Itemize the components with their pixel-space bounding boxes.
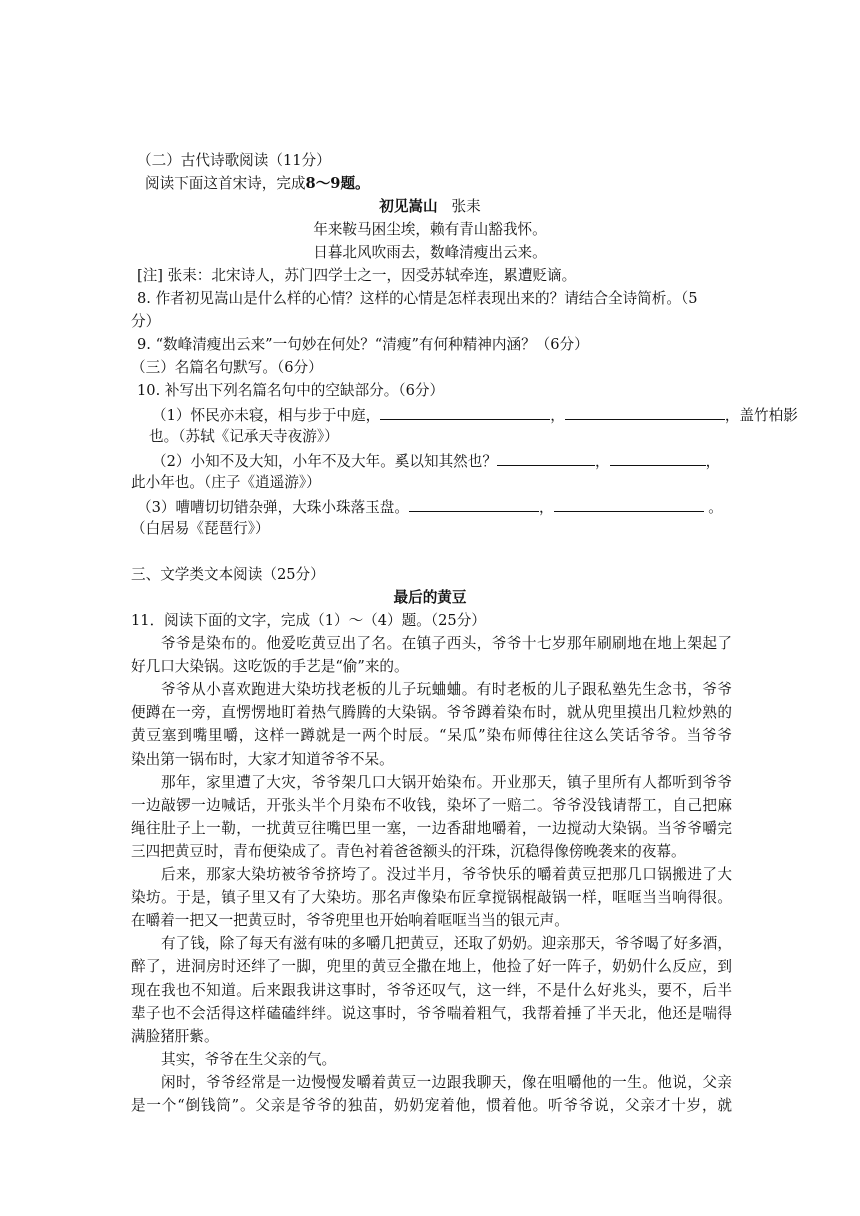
item-1-sep: ， xyxy=(550,407,565,424)
dictation-item-2 xyxy=(152,449,720,473)
story-line: 绳往肚子上一勒，一扰黄豆往嘴巴里一塞，一边香甜地嚼着，一边搅动大染锅。当爷爷嚼完 xyxy=(131,819,732,837)
answer-blank-1a[interactable] xyxy=(380,403,550,420)
story-line: 一边敲锣一边喊话，开张头半个月染布不收钱，染坏了一赔二。爷爷没钱请帮工，自己把麻 xyxy=(131,796,732,814)
story-line: 在嚼着一把又一把黄豆时，爷爷兜里也开始响着哐哐当当的银元声。 xyxy=(131,912,569,930)
dictation-item-3 xyxy=(137,495,723,519)
story-line: 满脸猪肝紫。 xyxy=(131,1027,219,1045)
story-line: 好几口大染锅。这吃饭的手艺是“偷”来的。 xyxy=(131,658,409,676)
story-line: 现在我也不知道。后来跟我讲这事时，爷爷还叹气，这一绊，不是什么好兆头，要不，后半 xyxy=(131,981,732,999)
question-8-line-2: 分） xyxy=(131,313,161,330)
item-3-sep: ， xyxy=(538,499,554,516)
story-line: 黄豆塞到嘴里嚼，这样一蹲就是一两个时辰。“呆瓜”染布师傅往往这么笑话爷爷。当爷爷 xyxy=(131,727,732,745)
poem-note: [注] 张耒：北宋诗人，苏门四学士之一，因受苏轼牵连，累遭贬谪。 xyxy=(137,267,577,284)
story-line: 其实，爷爷在生父亲的气。 xyxy=(161,1050,337,1068)
story-line: 醉了，进洞房时还绊了一脚，兜里的黄豆全撒在地上，他捡了好一阵子，奶奶什么反应，到 xyxy=(131,958,732,976)
story-line: 有了钱，除了每天有滋有味的多嚼几把黄豆，还取了奶奶。迎亲那天，爷爷喝了好多酒， xyxy=(161,935,732,953)
section-heading-dictation: （三）名篇名句默写。（6分） xyxy=(131,359,323,376)
poem-line-1: 年来鞍马困尘埃，赖有青山豁我怀。 xyxy=(313,221,547,238)
poem-line-2: 日暮北风吹雨去，数峰清瘦出云来。 xyxy=(313,244,547,261)
question-11: 11．阅读下面的文字，完成（1）～（4）题。（25分） xyxy=(131,612,486,629)
item-2-sep: ， xyxy=(594,453,610,470)
question-9: 9. “数峰清瘦出云来”一句妙在何处？“清瘦”有何种精神内涵？（6分） xyxy=(137,336,589,353)
instruction-text: 阅读下面这首宋诗，完成 xyxy=(145,175,306,192)
item-3-text: （3）嘈嘈切切错杂弹，大珠小珠落玉盘。 xyxy=(137,499,409,516)
answer-blank-3a[interactable] xyxy=(409,495,539,512)
story-title: 最后的黄豆 xyxy=(393,589,467,606)
story-line: 后来，那家大染坊被爷爷挤垮了。没过半月，爷爷快乐的嚼着黄豆把那几口锅搬进了大 xyxy=(161,866,732,883)
item-1-text: （1）怀民亦未寝，相与步于中庭， xyxy=(152,407,381,424)
dictation-item-2-source: 此小年也。（庄子《逍遥游》） xyxy=(131,474,321,491)
story-line: 辈子也不会活得这样磕磕绊绊。说这事时，爷爷喘着粗气，我帮着捶了半天北，他还是喘得 xyxy=(131,1004,732,1022)
dictation-item-1-source: 也。（苏轼《记承天寺夜游》） xyxy=(149,428,339,445)
answer-blank-2b[interactable] xyxy=(610,449,706,466)
answer-blank-1b[interactable] xyxy=(565,403,725,420)
question-10: 10. 补写出下列名篇名句中的空缺部分。（6分） xyxy=(137,382,445,399)
poem-title-line xyxy=(0,196,860,218)
dictation-item-3-source: （白居易《琵琶行》） xyxy=(131,520,270,537)
story-line: 便蹲在一旁，直愣愣地盯着热气腾腾的大染锅。爷爷蹲着染布时，就从兜里摸出几粒炒熟的 xyxy=(131,704,732,722)
answer-blank-3b[interactable] xyxy=(554,495,704,512)
story-line: 染出第一锅布时，大家才知道爷爷不呆。 xyxy=(131,750,394,768)
story-line: 闲时，爷爷经常是一边慢慢发嚼着黄豆一边跟我聊天，像在咀嚼他的一生。他说，父亲 xyxy=(161,1073,732,1091)
story-line: 是一个“倒钱筒”。父亲是爷爷的独苗，奶奶宠着他，惯着他。听爷爷说，父亲才十岁，就 xyxy=(131,1097,732,1114)
section-heading-literary: 三、文学类文本阅读（25分） xyxy=(131,566,325,583)
item-3-tail: 。 xyxy=(708,499,723,516)
story-line: 三四把黄豆时，青布便染成了。青色衬着爸爸额头的汗珠，沉稳得像傍晚袭来的夜幕。 xyxy=(131,842,686,860)
instruction-bold: 8～9题。 xyxy=(305,175,370,192)
dictation-item-1 xyxy=(152,403,798,427)
item-2-text: （2）小知不及大知，小年不及大年。奚以知其然也？ xyxy=(152,453,497,470)
answer-blank-2a[interactable] xyxy=(497,449,595,466)
poem-title: 初见嵩山 xyxy=(379,198,438,215)
story-line: 那年，家里遭了大灾，爷爷架几口大锅开始染布。开业那天，镇子里所有人都听到爷爷 xyxy=(161,773,732,791)
story-line: 染坊。于是，镇子里又有了大染坊。那名声像染布匠拿搅锅棍敲锅一样，哐哐当当响得很。 xyxy=(131,889,732,907)
section-heading-poetry: （二）古代诗歌阅读（11分） xyxy=(137,152,331,169)
poem-author: 张耒 xyxy=(451,198,481,215)
story-line: 爷爷是染布的。他爱吃黄豆出了名。在镇子西头，爷爷十七岁那年刷刷地在地上架起了 xyxy=(161,635,732,652)
item-2-tail: ， xyxy=(705,453,721,470)
question-8-line-1: 8. 作者初见嵩山是什么样的心情？这样的心情是怎样表现出来的？请结合全诗简析。（5 xyxy=(137,290,698,307)
item-1-tail: ，盖竹柏影 xyxy=(724,407,798,424)
story-line: 爷爷从小喜欢跑进大染坊找老板的儿子玩蛐蛐。有时老板的儿子跟私塾先生念书，爷爷 xyxy=(161,681,732,699)
poem-instruction xyxy=(145,173,370,195)
